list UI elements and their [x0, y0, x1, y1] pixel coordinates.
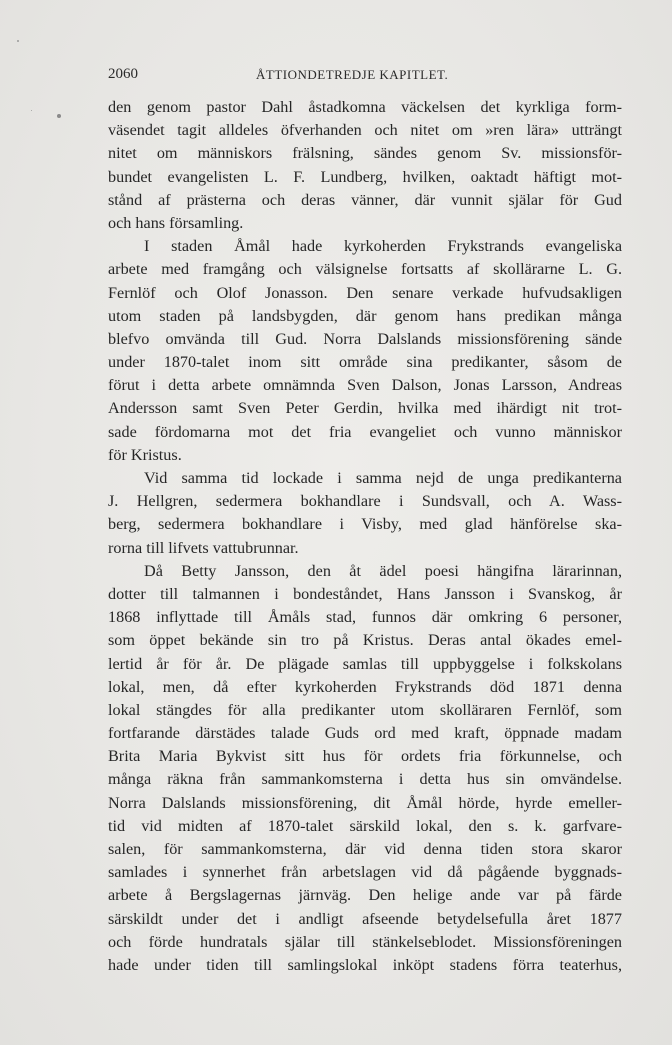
text-line: berg, sedermera bokhandlare i Visby, med glad hänförelse ska-	[108, 515, 622, 534]
text-line: och hans församling.	[108, 213, 244, 232]
text-line: utom staden på landsbygden, där genom hans predikan många	[108, 306, 622, 325]
text-line: som öppet bekände sin tro på Kristus. Deras antal ökades emel-	[108, 631, 622, 650]
body-text	[108, 96, 622, 977]
text-line: förut i detta arbete omnämnda Sven Dalson, Jonas Larsson, Andreas	[108, 376, 622, 395]
text-line: fortfarande därstädes talade Guds ord med kraft, öppnade madam	[108, 724, 622, 743]
text-line: samlades i synnerhet från arbetslagen vid då pågående byggnads-	[108, 863, 622, 882]
text-line: lertid år för år. De plägade samlas till uppbyggelse i folkskolans	[108, 654, 622, 673]
text-line: J. Hellgren, sedermera bokhandlare i Sundsvall, och A. Wass-	[108, 492, 622, 511]
page-speck	[31, 110, 32, 111]
text-line: Andersson samt Sven Peter Gerdin, hvilka med ihärdigt nit trot-	[108, 399, 622, 418]
paragraph-first-line: Vid samma tid lockade i samma nejd de unga predikanterna	[144, 469, 622, 487]
text-line: lokal, men, då efter kyrkoherden Frykstrands död 1871 denna	[108, 677, 622, 696]
text-line: 1868 inflyttade till Åmåls stad, funnos där omkring 6 personer,	[108, 608, 622, 627]
text-line: den genom pastor Dahl åstadkomna väckelsen det kyrkliga form-	[108, 98, 622, 116]
text-line: Norra Dalslands missionsförening, dit Åmål hörde, hyrde emeller-	[108, 793, 622, 812]
text-line: särskildt under det i andligt afseende betydelsefulla året 1877	[108, 909, 622, 928]
running-head: ÅTTIONDETREDJE KAPITLET.	[256, 67, 449, 82]
paragraph-first-line: Då Betty Jansson, den åt ädel poesi hängifna lärarinnan,	[144, 561, 622, 580]
text-line: rorna till lifvets vattubrunnar.	[108, 538, 299, 557]
text-line: blefvo omvända till Gud. Norra Dalslands missionsförening sände	[108, 329, 622, 348]
text-line: lokal stängdes för alla predikanter utom skolläraren Fernlöf, som	[108, 700, 622, 719]
text-line: stånd af prästerna och deras vänner, där vunnit själar för Gud	[108, 190, 622, 209]
text-line: bundet evangelisten L. F. Lundberg, hvilken, oaktadt häftigt mot-	[108, 167, 622, 186]
text-line: många räkna från sammankomsterna i detta hus sin omvändelse.	[108, 770, 622, 789]
text-line: hade under tiden till samlingslokal inköpt stadens förra teaterhus,	[108, 955, 622, 974]
text-line: arbete å Bergslagernas järnväg. Den helige ande var på färde	[108, 886, 622, 905]
text-line: väsendet tagit alldeles öfverhanden och nitet om »ren lära» utträngt	[108, 121, 622, 140]
text-line: Fernlöf och Olof Jonasson. Den senare verkade hufvudsakligen	[108, 283, 622, 302]
text-line: nitet om människors frälsning, sändes genom Sv. missionsför-	[108, 144, 622, 163]
page-header	[108, 66, 620, 86]
page-speck	[17, 40, 19, 42]
text-line: tid vid midten af 1870-talet särskild lokal, den s. k. garfvare-	[108, 816, 622, 835]
text-line: dotter till talmannen i bondeståndet, Hans Jansson i Svanskog, år	[108, 584, 622, 603]
text-line: under 1870-talet inom sitt område sina predikanter, såsom de	[108, 353, 622, 372]
paragraph-first-line: I staden Åmål hade kyrkoherden Frykstrands evangeliska	[144, 237, 622, 256]
text-line: och förde hundratals själar till stänkelseblodet. Missionsföreningen	[108, 932, 622, 951]
page-number: 2060	[108, 66, 138, 82]
text-line: sade fördomarna mot det fria evangeliet och vunno människor	[108, 422, 622, 441]
page-speck	[57, 114, 61, 118]
text-line: salen, för sammankomsterna, där vid denna tiden stora skaror	[108, 840, 622, 858]
text-line: arbete med framgång och välsignelse fortsatts af skollärarne L. G.	[108, 260, 622, 279]
text-line: Brita Maria Bykvist sitt hus för ordets fria förkunnelse, och	[108, 747, 622, 766]
text-line: för Kristus.	[108, 445, 182, 464]
